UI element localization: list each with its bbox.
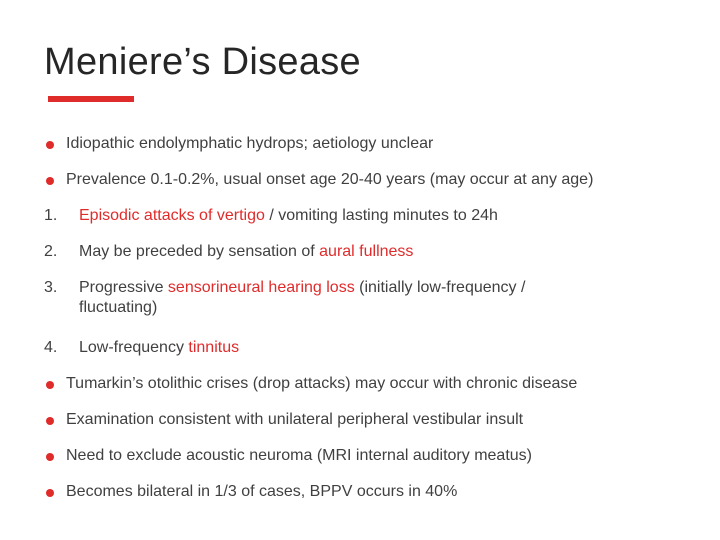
bullet-dot-icon	[46, 489, 54, 497]
item-number: 4.	[44, 339, 58, 356]
item-number: 3.	[44, 279, 58, 296]
bullet-text: Tumarkin’s otolithic crises (drop attacks) may occur with chronic disease	[66, 375, 578, 392]
numbered-text	[79, 338, 639, 358]
bullet-text: Need to exclude acoustic neuroma (MRI internal auditory meatus)	[66, 447, 532, 464]
item-number: 2.	[44, 243, 58, 260]
item-text-pre: Low-frequency	[79, 339, 189, 356]
bullet-dot-icon	[46, 141, 54, 149]
bullet-text: Prevalence 0.1-0.2%, usual onset age 20-40 years (may occur at any age)	[66, 171, 594, 188]
bullet-dot-icon	[46, 453, 54, 461]
item-text-pre: Progressive	[79, 279, 168, 296]
numbered-text	[79, 278, 599, 318]
highlighted-term: aural fullness	[319, 243, 414, 260]
numbered-text	[79, 206, 639, 226]
item-text-rest: (initially low-frequency / fluctuating)	[79, 279, 526, 316]
bullet-text: Idiopathic endolymphatic hydrops; aetiology unclear	[66, 135, 434, 152]
numbered-text	[79, 242, 639, 262]
highlighted-term: tinnitus	[188, 339, 240, 356]
bullet-dot-icon	[46, 381, 54, 389]
item-text-pre: May be preceded by sensation of	[79, 243, 320, 260]
bullet-text: Becomes bilateral in 1/3 of cases, BPPV occurs in 40%	[66, 483, 458, 500]
highlighted-term: sensorineural hearing loss	[167, 279, 355, 296]
highlighted-term: Episodic attacks of vertigo	[79, 207, 265, 224]
item-text-rest: / vomiting lasting minutes to 24h	[264, 207, 498, 224]
title-underline	[48, 96, 134, 102]
bullet-text: Examination consistent with unilateral peripheral vestibular insult	[66, 411, 524, 428]
bullet-dot-icon	[46, 177, 54, 185]
slide-title: Meniere’s Disease	[44, 41, 361, 83]
item-number: 1.	[44, 207, 58, 224]
bullet-dot-icon	[46, 417, 54, 425]
